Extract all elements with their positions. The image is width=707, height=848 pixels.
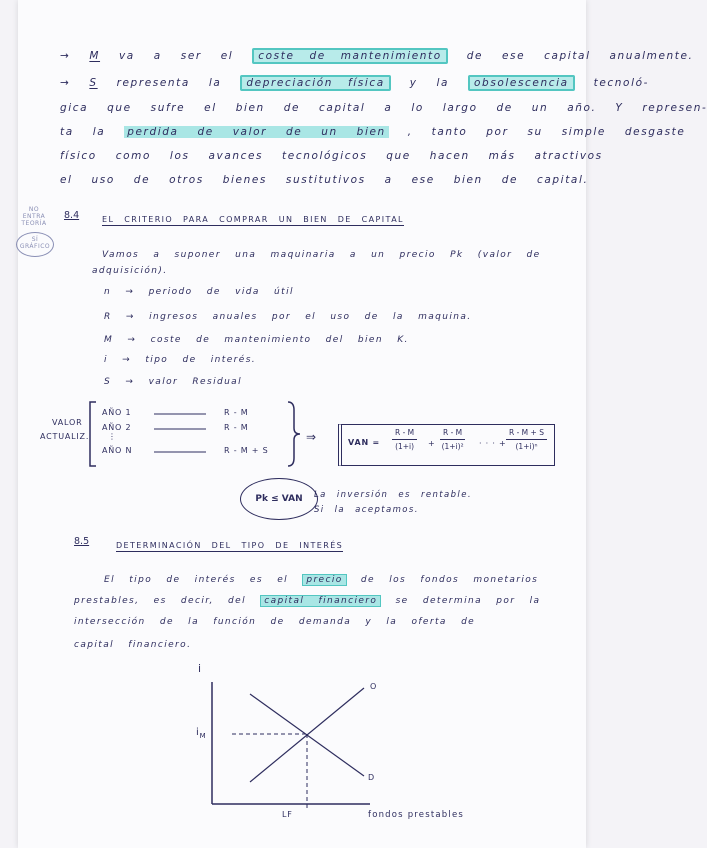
margin-note-si-grafico: SÍ GRÁFICO xyxy=(16,232,54,257)
decision-text-1: La inversión es rentable. xyxy=(314,490,472,500)
margin-note-no-teoria: NO ENTRA TEORÍA xyxy=(21,206,47,227)
text-line-1 xyxy=(60,50,693,62)
vertical-dots: ⋮ xyxy=(108,432,117,441)
term-n-denominator: (1+i)ⁿ xyxy=(515,442,538,451)
text-fragment: de ese capital anualmente. xyxy=(466,50,694,62)
text-fragment: ta la xyxy=(60,126,106,138)
text-fragment: va a ser el xyxy=(118,50,234,62)
van-term-2 xyxy=(440,428,465,451)
highlight-obsolescencia: obsolescencia xyxy=(468,75,575,91)
term-1-denominator: (1+i) xyxy=(395,442,415,451)
graph-supply-label: O xyxy=(370,682,378,691)
text-fragment: tecnoló- xyxy=(593,77,649,89)
section-8-5-number: 8.5 xyxy=(74,536,90,547)
text-fragment: El tipo de interés es el xyxy=(104,575,289,585)
highlight-depreciacion-fisica: depreciación física xyxy=(240,75,390,91)
van-formula-box xyxy=(338,424,555,466)
text-fragment: y la xyxy=(409,77,450,89)
highlight-precio: precio xyxy=(302,574,346,586)
definition-i: i → tipo de interés. xyxy=(104,355,257,365)
rate-symbol: i xyxy=(196,727,200,738)
highlight-perdida-valor: perdida de valor de un bien xyxy=(124,126,389,138)
term-2-denominator: (1+i)² xyxy=(441,442,464,451)
graph-equilibrium-quantity-label: LF xyxy=(282,810,293,819)
term-n-numerator: R - M + S xyxy=(506,428,547,440)
highlight-coste-mantenimiento: coste de mantenimiento xyxy=(252,48,448,64)
decision-oval: Pk ≤ VAN xyxy=(240,478,318,520)
van-label: VAN = xyxy=(348,438,381,447)
graph-demand-label: D xyxy=(368,773,375,782)
year-n-value: R - M + S xyxy=(224,446,269,455)
ellipsis-plus: · · · + xyxy=(479,439,507,448)
year-2-value: R - M xyxy=(224,423,249,432)
text-line-3: gica que sufre el bien de capital a lo largo de un año. Y represen- xyxy=(60,102,707,114)
definition-s: S → valor Residual xyxy=(104,377,242,387)
valor-label: VALOR xyxy=(52,418,83,427)
text-fragment: prestables, es decir, del xyxy=(74,596,246,606)
m-symbol: M xyxy=(89,50,101,62)
section-8-5-title: DETERMINACIÓN DEL TIPO DE INTERÉS xyxy=(116,541,344,550)
supply-demand-graph xyxy=(18,658,586,848)
graph-y-axis-label: i xyxy=(198,662,202,675)
implies-arrow: ⇒ xyxy=(306,430,317,444)
definition-r: R → ingresos anuales por el uso de la maquina. xyxy=(104,312,472,322)
section-8-4-number: 8.4 xyxy=(64,210,80,221)
intro-line-1: Vamos a suponer una maquinaria a un precio Pk (valor de xyxy=(102,250,541,260)
text-line-2 xyxy=(60,77,649,89)
text-line-6: el uso de otros bienes sustitutivos a ese bien de capital. xyxy=(60,174,589,186)
paragraph-8-5-line-1 xyxy=(104,575,538,585)
graph-equilibrium-rate-label xyxy=(196,727,206,740)
decision-text-2: Si la aceptamos. xyxy=(314,505,419,515)
text-line-4 xyxy=(60,126,685,138)
plus-sign: + xyxy=(428,439,436,448)
rate-subscript: M xyxy=(199,732,207,740)
arrow-icon: → xyxy=(60,77,71,89)
term-1-numerator: R - M xyxy=(392,428,417,440)
text-fragment: , tanto por su simple desgaste xyxy=(407,126,686,138)
section-8-4-title: EL CRITERIO PARA COMPRAR UN BIEN DE CAPITAL xyxy=(102,215,404,224)
van-term-1 xyxy=(392,428,417,451)
arrow-icon: → xyxy=(60,50,71,62)
year-1-value: R - M xyxy=(224,408,249,417)
paragraph-8-5-line-3: intersección de la función de demanda y la oferta de xyxy=(74,617,476,627)
year-2-label: AÑO 2 xyxy=(102,423,132,432)
text-fragment: se determina por la xyxy=(395,596,541,606)
actualizado-label: ACTUALIZ. xyxy=(40,432,90,441)
s-symbol: S xyxy=(89,77,98,89)
definition-n: n → periodo de vida útil xyxy=(104,287,294,297)
intro-line-2: adquisición). xyxy=(92,266,168,276)
term-2-numerator: R - M xyxy=(440,428,465,440)
text-fragment: representa la xyxy=(116,77,222,89)
text-fragment: de los fondos monetarios xyxy=(360,575,539,585)
notebook-page xyxy=(18,0,707,848)
year-1-label: AÑO 1 xyxy=(102,408,132,417)
paragraph-8-5-line-4: capital financiero. xyxy=(74,640,192,650)
van-term-n xyxy=(506,428,547,451)
paragraph-8-5-line-2 xyxy=(74,596,540,606)
text-line-5: físico como los avances tecnológicos que hacen más atractivos xyxy=(60,150,603,162)
year-n-label: AÑO N xyxy=(102,446,133,455)
graph-x-axis-label: fondos prestables xyxy=(368,810,465,820)
highlight-capital-financiero: capital financiero xyxy=(260,595,381,607)
definition-m: M → coste de mantenimiento del bien K. xyxy=(104,335,409,345)
